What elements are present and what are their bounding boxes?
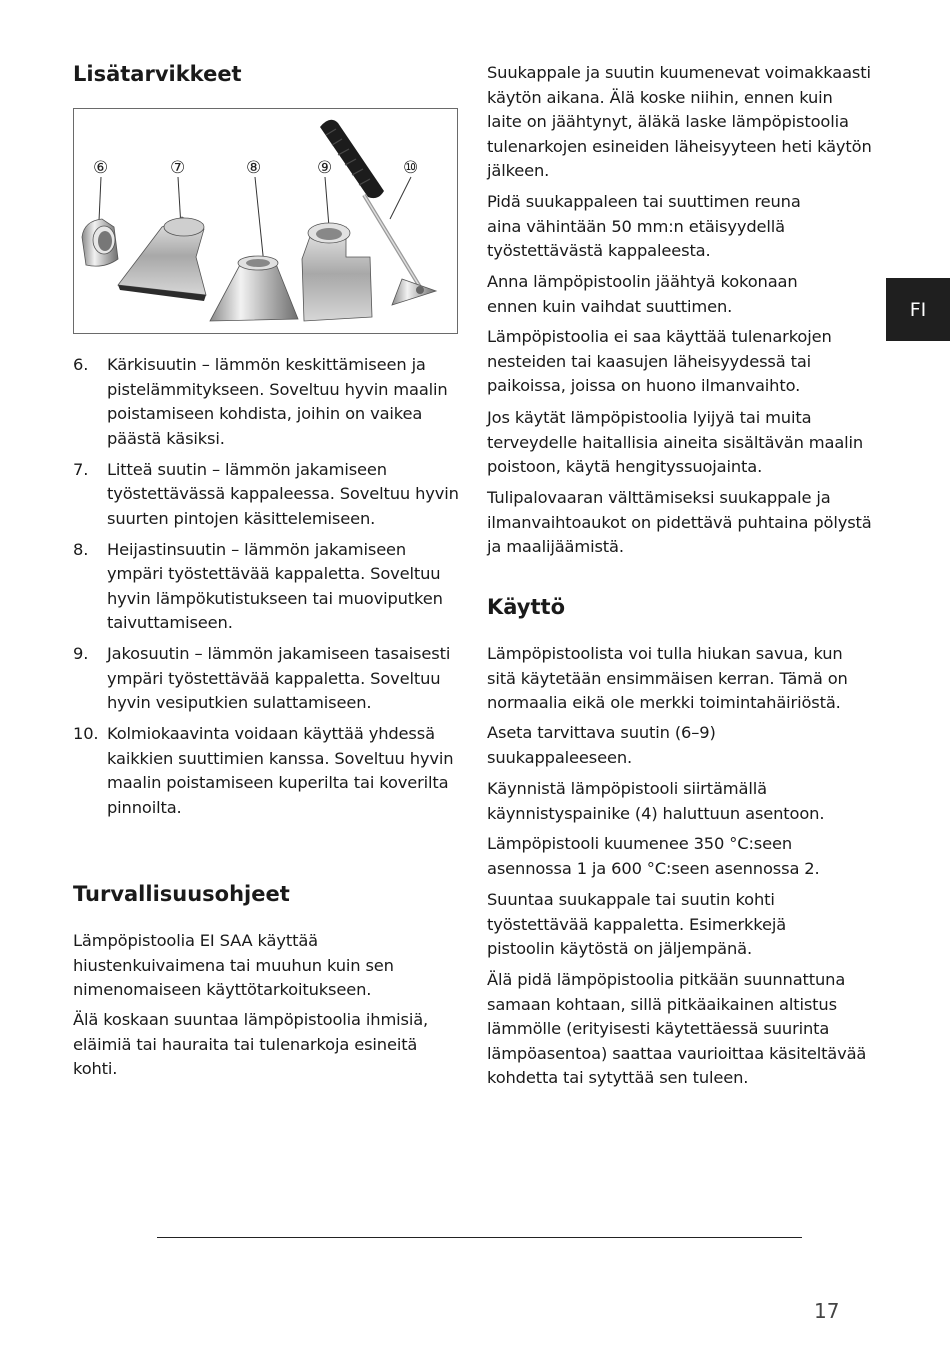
use-paragraph: Aseta tarvittava suutin (6–9) suukappaleeseen.	[487, 723, 716, 767]
accessories-illustration	[74, 109, 457, 333]
safety-paragraph: Tulipalovaaran välttämiseksi suukappale ja ilmanvaihtoaukot on pidettävä puhtaina pölystä ja maalijäämistä.	[487, 488, 872, 556]
accessory-text: Jakosuutin – lämmön jakamiseen tasaisesti ympäri työstettävää kappaletta. Soveltuu hyvin vesiputkien sulattamiseen.	[107, 644, 451, 712]
safety-paragraph: Jos käytät lämpöpistoolia lyijyä tai muita terveydelle haitallisia aineita sisältävän maalin poistoon, käytä hengityssuojainta.	[487, 408, 864, 476]
figure-label-9: ⑨	[317, 158, 333, 178]
accessory-text: Heijastinsuutin – lämmön jakamiseen ympäri työstettävää kappaletta. Soveltuu hyvin lämpökutistukseen tai muoviputken taivuttamiseen.	[107, 539, 443, 632]
footer-divider	[157, 1237, 802, 1238]
reflector-nozzle-icon	[210, 256, 298, 321]
list-item: 6. Kärkisuutin – lämmön keskittämiseen ja pistelämmitykseen. Soveltuu hyvin maalin poistamiseen kohdista, joihin on vaikea päästä käsiksi.	[73, 355, 448, 448]
accessory-text: Litteä suutin – lämmön jakamiseen työstettävässä kappaleessa. Soveltuu hyvin suurten pintojen käsittelemiseen.	[107, 459, 459, 528]
figure-label-10: ⑩	[403, 158, 419, 178]
use-paragraph: Lämpöpistooli kuumenee 350 °C:seen asennossa 1 ja 600 °C:seen asennossa 2.	[487, 834, 820, 878]
page-number: 17	[814, 1299, 840, 1323]
cone-nozzle-icon	[82, 219, 118, 266]
figure-label-6: ⑥	[93, 158, 109, 178]
accessories-list	[73, 353, 463, 827]
use-paragraph: Lämpöpistoolista voi tulla hiukan savua, kun sitä käytetään ensimmäisen kerran. Tämä on normaalia eikä ole merkki toimintahäiriöstä.	[487, 644, 848, 712]
accessories-figure	[73, 108, 458, 334]
use-paragraph: Suuntaa suukappale tai suutin kohti työstettävää kappaletta. Esimerkkejä pistoolin käytöstä on jäljempänä.	[487, 890, 787, 958]
list-item: 8. Heijastinsuutin – lämmön jakamiseen ympäri työstettävää kappaletta. Soveltuu hyvin lämpökutistukseen tai muoviputken taivuttamiseen.	[73, 539, 443, 632]
flat-nozzle-icon	[118, 217, 206, 301]
accessories-heading: Lisätarvikkeet	[73, 62, 242, 86]
use-heading: Käyttö	[487, 595, 565, 619]
figure-label-8: ⑧	[246, 158, 262, 178]
accessory-text: Kärkisuutin – lämmön keskittämiseen ja pistelämmitykseen. Soveltuu hyvin maalin poistamiseen kohdista, joihin on vaikea päästä käsiksi.	[107, 355, 448, 448]
list-item: 10. Kolmiokaavinta voidaan käyttää yhdessä kaikkien suuttimien kanssa. Soveltuu hyvin maalin poistamiseen kuperilta tai koverilta pinnoilta.	[73, 724, 454, 817]
safety-heading: Turvallisuusohjeet	[73, 882, 290, 906]
safety-paragraph: Älä koskaan suuntaa lämpöpistoolia ihmisiä, eläimiä tai hauraita tai tulenarkoja esineitä kohti.	[73, 1010, 429, 1078]
safety-paragraph: Lämpöpistoolia ei saa käyttää tulenarkojen nesteiden tai kaasujen läheisyydessä tai paikoissa, joissa on huono ilmanvaihto.	[487, 327, 832, 395]
accessory-text: Kolmiokaavinta voidaan käyttää yhdessä kaikkien suuttimien kanssa. Soveltuu hyvin maalin poistamiseen kuperilta tai koverilta pinnoilta.	[107, 724, 454, 817]
use-paragraph: Käynnistä lämpöpistooli siirtämällä käynnistyspainike (4) haluttuun asentoon.	[487, 779, 825, 823]
use-paragraph: Älä pidä lämpöpistoolia pitkään suunnattuna samaan kohtaan, sillä pitkäaikainen altistus lämmölle (erityisesti käytettäessä suurinta lämpöasentoa) saattaa vaurioittaa käsiteltävää kohdetta tai sytyttää sen tuleen.	[487, 970, 867, 1087]
safety-paragraph: Anna lämpöpistoolin jäähtyä kokonaan ennen kuin vaihdat suuttimen.	[487, 272, 798, 316]
safety-paragraph: Suukappale ja suutin kuumenevat voimakkaasti käytön aikana. Älä koske niihin, ennen kuin laite on jäähtynyt, äläkä laske lämpöpistoolia tulenarkojen esineiden läheisyyteen heti käytön jälkeen.	[487, 63, 872, 180]
figure-label-7: ⑦	[170, 158, 186, 178]
list-item: 7. Litteä suutin – lämmön jakamiseen työstettävässä kappaleessa. Soveltuu hyvin suurten pintojen käsittelemiseen.	[73, 459, 459, 528]
safety-paragraph: Pidä suukappaleen tai suuttimen reuna aina vähintään 50 mm:n etäisyydellä työstettävästä kappaleesta.	[487, 192, 801, 260]
language-tab: FI	[886, 278, 950, 341]
list-item: 9. Jakosuutin – lämmön jakamiseen tasaisesti ympäri työstettävää kappaletta. Soveltuu hyvin vesiputkien sulattamiseen.	[73, 644, 451, 712]
spreader-nozzle-icon	[302, 223, 372, 321]
safety-paragraph: Lämpöpistoolia EI SAA käyttää hiustenkuivaimena tai muuhun kuin sen nimenomaiseen käyttötarkoitukseen.	[73, 931, 394, 999]
